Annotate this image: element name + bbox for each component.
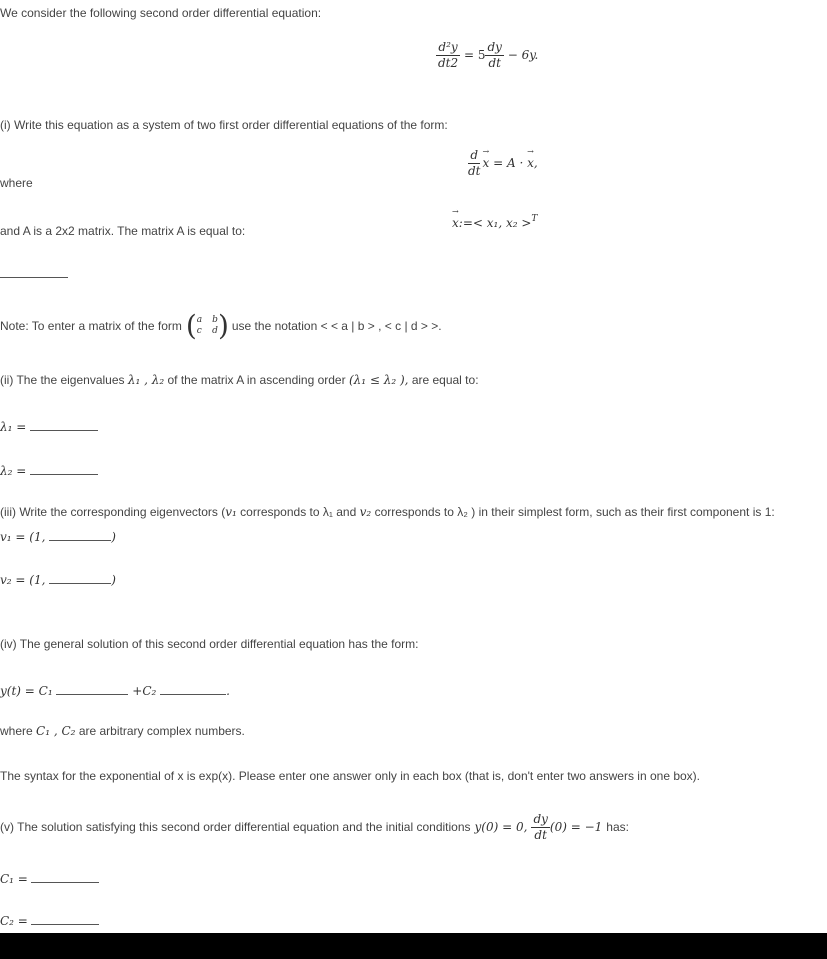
part-v-ic1: y(0) = 0, <box>474 820 528 834</box>
note-matrix: ( a b c d ) <box>185 309 229 342</box>
c2-label: C₂ = <box>0 914 28 928</box>
part-ii-prefix: (ii) The the eigenvalues <box>0 373 125 387</box>
v2-close: ) <box>111 573 116 587</box>
c1-row <box>0 870 99 886</box>
where-prefix: where <box>0 724 33 738</box>
part-iii-v1: v₁ <box>225 505 237 519</box>
lambda1-input[interactable] <box>30 418 98 431</box>
where-text: where <box>0 176 33 190</box>
c2-input[interactable] <box>31 912 99 925</box>
ode-lhs-numerator: d²y <box>438 40 458 54</box>
y-lhs: y(t) = C₁ <box>0 684 53 698</box>
vector-def: :=< x₁, x₂ > <box>458 216 532 230</box>
ode-rhs-tail: − 6y. <box>503 48 539 62</box>
v2-row <box>0 571 116 587</box>
lambda1-row <box>0 418 98 434</box>
matrix-answer-blank[interactable] <box>0 265 68 278</box>
part-iii-corr2: corresponds to λ₂ ) in their simplest form, such as their first component is 1: <box>374 505 775 519</box>
lambda1-label: λ₁ = <box>0 420 27 434</box>
part-iii-prefix: (iii) Write the corresponding eigenvectors ( <box>0 505 226 519</box>
vector-definition <box>452 214 537 230</box>
vector-x-def-symbol: → x <box>452 216 459 230</box>
note-matrix-a: a <box>196 315 203 325</box>
ode-equation <box>436 40 538 71</box>
system-d: d <box>470 148 479 162</box>
c1-label: C₁ = <box>0 872 28 886</box>
plus-c2: +C₂ <box>132 684 157 698</box>
part-iv-text: (iv) The general solution of this second order differential equation has the form: <box>0 637 419 651</box>
lambda2-label: λ₂ = <box>0 464 27 478</box>
c2-row <box>0 912 99 928</box>
part-v-ic-num: dy <box>533 811 548 826</box>
matrix-text: and A is a 2x2 matrix. The matrix A is equal to: <box>0 224 246 238</box>
system-rhs: = A · <box>489 156 528 170</box>
system-end: , <box>533 156 538 170</box>
note-suffix: use the notation < < a | b > , < c | d > >. <box>231 319 442 333</box>
v2-input[interactable] <box>49 571 111 584</box>
system-equation <box>466 148 538 179</box>
v1-label: v₁ = (1, <box>0 530 46 544</box>
solution-period: . <box>226 684 230 698</box>
where-syms: C₁ , C₂ <box>36 724 76 738</box>
where-constants-text <box>0 724 245 738</box>
system-dt: dt <box>468 164 481 178</box>
part-iii-v2: v₂ <box>359 505 372 519</box>
part-ii-order: (λ₁ ≤ λ₂ ), <box>348 373 409 387</box>
part-ii-middle: of the matrix A in ascending order <box>167 373 346 387</box>
bottom-black-bar <box>0 933 827 959</box>
note-prefix: Note: To enter a matrix of the form <box>0 319 182 333</box>
part-v-text <box>0 808 629 846</box>
note-matrix-d: d <box>212 326 218 336</box>
solution-term2-input[interactable] <box>160 682 226 695</box>
part-iii-text <box>0 505 775 519</box>
v2-label: v₂ = (1, <box>0 573 46 587</box>
part-v-suffix: has: <box>606 820 629 834</box>
vector-x-symbol-2: → x <box>527 156 534 170</box>
part-ii-text <box>0 373 479 387</box>
syntax-text: The syntax for the exponential of x is exp(x). Please enter one answer only in each box (that is, don't enter two answers in one box). <box>0 769 701 783</box>
vector-x-symbol: → x <box>483 156 490 170</box>
v1-close: ) <box>111 530 116 544</box>
ode-rhs-numerator: dy <box>487 40 502 54</box>
part-v-prefix: (v) The solution satisfying this second order differential equation and the initial conditions <box>0 820 471 834</box>
part-i-text: (i) Write this equation as a system of two first order differential equations of the form: <box>0 118 448 132</box>
lambda2-row <box>0 462 98 478</box>
v1-row <box>0 528 116 544</box>
intro-text: We consider the following second order differential equation: <box>0 6 322 20</box>
ode-lhs-denominator: dt2 <box>438 56 459 70</box>
part-v-ic2: (0) = −1 <box>549 820 603 834</box>
part-ii-lambdas: λ₁ , λ₂ <box>127 373 165 387</box>
where-suffix: are arbitrary complex numbers. <box>78 724 245 738</box>
v1-input[interactable] <box>49 528 111 541</box>
solution-term1-input[interactable] <box>56 682 128 695</box>
part-v-ic-den: dt <box>534 827 547 842</box>
part-ii-suffix: are equal to: <box>411 373 479 387</box>
part-iii-corr1: corresponds to λ₁ and <box>240 505 357 519</box>
ode-rhs-denominator: dt <box>488 56 501 70</box>
note-text <box>0 308 442 344</box>
general-solution-row <box>0 682 230 698</box>
transpose-sup: T <box>531 214 538 224</box>
c1-input[interactable] <box>31 870 99 883</box>
lambda2-input[interactable] <box>30 462 98 475</box>
note-matrix-c: c <box>196 326 202 336</box>
note-matrix-b: b <box>212 315 218 325</box>
ode-equals: = 5 <box>460 48 486 62</box>
